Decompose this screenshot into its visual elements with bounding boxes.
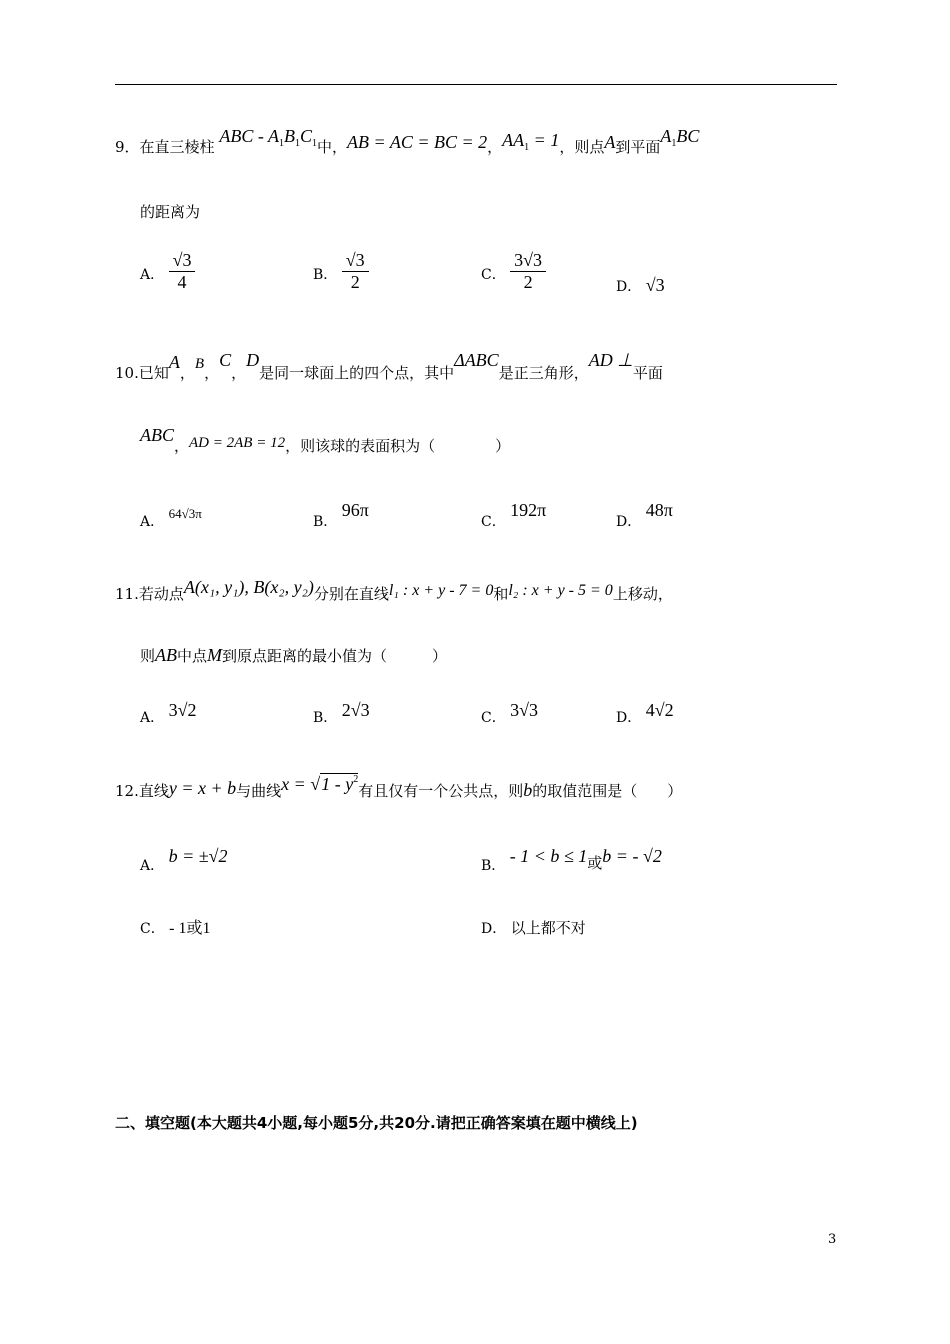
q10-option-b[interactable]: B． 96π [313, 500, 369, 530]
q9-text: 在直三棱柱 [139, 138, 215, 156]
q10-perpendicular: AD ⊥ [588, 350, 633, 370]
question-number: 10. [115, 364, 139, 382]
q11-line-l1: l₁ : x + y - 7 = 0 [388, 582, 494, 599]
q10-point-d: D [246, 350, 260, 370]
question-number: 11. [115, 585, 139, 603]
q10-point-a: A [168, 352, 180, 372]
q12-option-d[interactable]: D． 以上都不对 [481, 919, 586, 937]
q11-option-c[interactable]: C． 3√3 [481, 700, 539, 726]
question-12-line-1: 12.直线y = x + b与曲线$x = √1 - y^2$有且仅有一个公共点，则b的取值范围是（ ） [115, 774, 683, 800]
q11-line-l2: l₂ : x + y - 5 = 0 [508, 582, 613, 599]
question-9-line-1: 9．在直三棱柱 ABC - $A_1B_1C_1$中，AB = AC = BC = 2，$AA_1 = 1$，则点A到平面$A_1BC$ [115, 126, 700, 156]
q11-option-b[interactable]: B． 2√3 [313, 700, 370, 726]
question-10-line-2: ABC，AD = 2AB = 12，则该球的表面积为（ ） [140, 425, 511, 455]
q9-option-d[interactable]: D． √3 [616, 275, 665, 295]
q11-midpoint-m: M [207, 645, 223, 665]
q12-curve-equation: $x = √1 - y^2$ [281, 774, 359, 794]
q10-condition: AD = 2AB = 12 [189, 435, 286, 451]
q10-option-c[interactable]: C． 192π [481, 500, 547, 530]
q9-plane: $A_1BC$ [660, 126, 700, 149]
q12-option-a[interactable]: A． b = ±√2 [140, 846, 228, 874]
q10-point-c: C [219, 350, 232, 370]
q10-option-d[interactable]: D． 48π [616, 500, 673, 530]
q9-condition-2: $AA_1 = 1$ [502, 130, 560, 153]
q10-triangle: ΔABC [454, 350, 499, 370]
q10-plane: ABC [140, 425, 174, 445]
q12-option-c[interactable]: C． - 1或1 [140, 920, 211, 937]
q9-prism: ABC - $A_1B_1C_1$ [219, 126, 318, 149]
q11-option-d[interactable]: D． 4√2 [616, 700, 674, 726]
page-number: 3 [828, 1232, 837, 1247]
q9-option-b[interactable]: B． $\frac{√3}{2}$ [313, 250, 369, 293]
q12-line-equation: y = x + b [168, 778, 237, 798]
q10-option-a[interactable]: A． 64√3π [140, 506, 202, 530]
question-10-line-1: 10.已知A，B，C，D是同一球面上的四个点，其中ΔABC是正三角形，AD ⊥平面 [115, 350, 663, 382]
q12-param-b: b [523, 780, 533, 800]
q9-condition-1: AB = AC = BC = 2 [347, 132, 488, 152]
question-number: 9． [115, 138, 140, 156]
q9-point-a: A [604, 132, 616, 152]
question-11-line-1: 11.若动点A(x₁, y₁), B(x₂, y₂)分别在直线l₁ : x + y - 7 = 0和l₂ : x + y - 5 = 0上移动， [115, 577, 673, 603]
q11-points: A(x₁, y₁), B(x₂, y₂) [183, 577, 314, 597]
q10-point-b: B [194, 356, 205, 372]
q9-option-a[interactable]: A． $\frac{√3}{4}$ [140, 250, 195, 293]
q11-option-a[interactable]: A． 3√2 [140, 700, 197, 726]
question-number: 12. [115, 782, 139, 800]
q9-option-c[interactable]: C． $\frac{3√3}{2}$ [481, 250, 546, 293]
header-rule [115, 84, 837, 85]
question-11-line-2: 则AB中点M到原点距离的最小值为（ ） [140, 645, 448, 665]
question-9-line-2: 的距离为 [140, 203, 201, 221]
section-heading-fill-in: 二、填空题(本大题共4小题,每小题5分,共20分.请把正确答案填在题中横线上) [115, 1114, 638, 1132]
q11-segment-ab: AB [155, 645, 178, 665]
q12-option-b[interactable]: B． - 1 < b ≤ 1或b = - √2 [481, 846, 662, 874]
